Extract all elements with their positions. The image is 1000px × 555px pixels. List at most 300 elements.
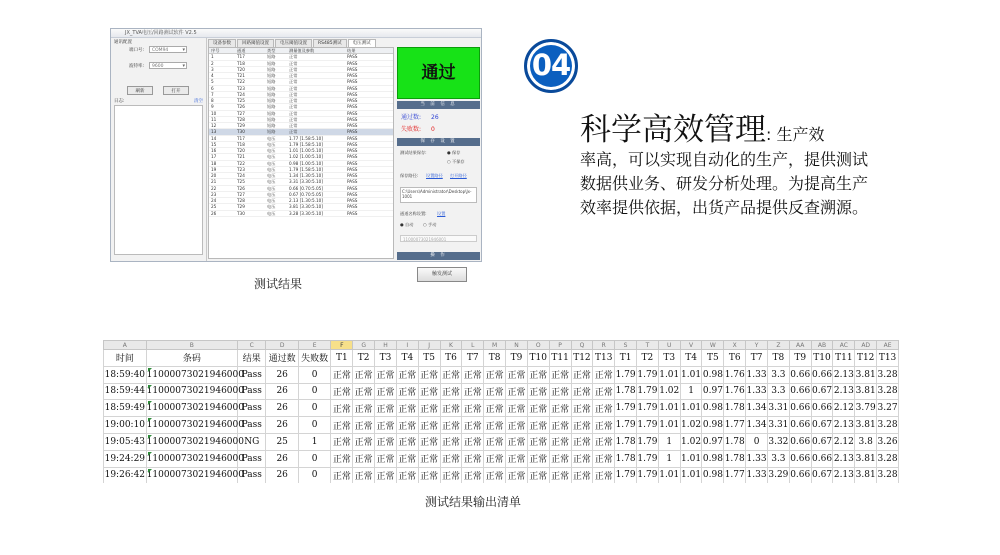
set-path-link[interactable]: 设置路径 (426, 173, 443, 178)
column-letter[interactable]: C (238, 341, 266, 350)
spreadsheet-cell[interactable]: 3.8 (855, 433, 877, 450)
spreadsheet-cell[interactable]: 3.29 (767, 467, 789, 483)
spreadsheet-cell[interactable]: 正常 (484, 433, 506, 450)
column-letter[interactable]: U (658, 341, 680, 350)
spreadsheet-cell[interactable]: 2.13 (833, 417, 855, 434)
spreadsheet-cell[interactable]: 3.81 (855, 467, 877, 483)
spreadsheet-cell[interactable]: 正常 (440, 417, 462, 434)
spreadsheet-cell[interactable]: 18:59:49 (104, 400, 147, 417)
spreadsheet-header-cell[interactable]: T11 (549, 350, 571, 367)
spreadsheet-cell[interactable]: 1 (680, 383, 702, 400)
spreadsheet-cell[interactable]: 1.34 (746, 400, 768, 417)
spreadsheet-cell[interactable]: 正常 (549, 433, 571, 450)
spreadsheet-cell[interactable]: 正常 (462, 467, 484, 483)
spreadsheet-cell[interactable]: 0.98 (702, 417, 724, 434)
spreadsheet-cell[interactable]: 正常 (418, 383, 440, 400)
spreadsheet-cell[interactable]: 11000073021946000 (146, 366, 237, 383)
spreadsheet-cell[interactable]: 3.26 (877, 433, 899, 450)
spreadsheet-cell[interactable]: 3.28 (877, 366, 899, 383)
spreadsheet-cell[interactable]: 1.02 (680, 433, 702, 450)
spreadsheet-cell[interactable]: 19:26:42 (104, 467, 147, 483)
tab-2[interactable]: 电压阈值设置 (275, 39, 312, 47)
spreadsheet-header-cell[interactable]: T10 (811, 350, 833, 367)
spreadsheet-cell[interactable]: 26 (266, 467, 298, 483)
spreadsheet-cell[interactable]: 1.01 (680, 400, 702, 417)
column-letter[interactable]: AB (811, 341, 833, 350)
spreadsheet-cell[interactable]: 0 (298, 450, 330, 467)
spreadsheet-cell[interactable]: 正常 (506, 400, 528, 417)
spreadsheet-cell[interactable]: 11000073021946000 (146, 417, 237, 434)
spreadsheet-cell[interactable]: 1.78 (615, 450, 637, 467)
spreadsheet-cell[interactable]: 正常 (506, 417, 528, 434)
spreadsheet-header-cell[interactable]: T5 (702, 350, 724, 367)
spreadsheet-cell[interactable]: 正常 (571, 433, 593, 450)
trigger-test-button[interactable]: 触发测试 (417, 267, 467, 282)
log-textarea[interactable] (114, 105, 203, 255)
spreadsheet-cell[interactable]: 正常 (353, 467, 375, 483)
column-letter[interactable]: E (298, 341, 330, 350)
spreadsheet-cell[interactable]: 0.66 (789, 467, 811, 483)
spreadsheet-cell[interactable]: 正常 (396, 433, 418, 450)
save-path-field[interactable]: C:\Users\Administrator\Desktop\Jx-1001 (400, 187, 477, 203)
spreadsheet-cell[interactable]: 3.81 (855, 383, 877, 400)
spreadsheet-cell[interactable]: Pass (238, 450, 266, 467)
spreadsheet-cell[interactable]: 正常 (593, 366, 615, 383)
spreadsheet-cell[interactable]: 1.79 (637, 433, 659, 450)
spreadsheet-header-cell[interactable]: 通过数 (266, 350, 298, 367)
spreadsheet-cell[interactable]: 正常 (571, 450, 593, 467)
spreadsheet-cell[interactable]: 正常 (506, 383, 528, 400)
spreadsheet-cell[interactable]: 1.79 (637, 467, 659, 483)
spreadsheet-cell[interactable]: 正常 (527, 467, 549, 483)
spreadsheet-cell[interactable]: 3.28 (877, 417, 899, 434)
spreadsheet-header-cell[interactable]: T6 (440, 350, 462, 367)
spreadsheet-header-cell[interactable]: T9 (506, 350, 528, 367)
spreadsheet-cell[interactable]: 18:59:44 (104, 383, 147, 400)
spreadsheet-header-cell[interactable]: T8 (484, 350, 506, 367)
spreadsheet-cell[interactable]: 1.79 (637, 383, 659, 400)
column-letter[interactable]: X (724, 341, 746, 350)
spreadsheet-cell[interactable]: 正常 (440, 450, 462, 467)
spreadsheet-cell[interactable]: 正常 (484, 366, 506, 383)
spreadsheet-cell[interactable]: 正常 (506, 467, 528, 483)
column-letter[interactable]: I (396, 341, 418, 350)
column-letter[interactable]: K (440, 341, 462, 350)
spreadsheet-cell[interactable]: 0.66 (789, 417, 811, 434)
spreadsheet-cell[interactable]: 1.01 (658, 417, 680, 434)
spreadsheet-cell[interactable]: 正常 (527, 383, 549, 400)
spreadsheet-cell[interactable]: 1.77 (724, 467, 746, 483)
spreadsheet-cell[interactable]: 1.79 (637, 417, 659, 434)
spreadsheet-cell[interactable]: 正常 (527, 433, 549, 450)
tab-1[interactable]: 回路阈值设置 (237, 39, 274, 47)
column-letter[interactable]: D (266, 341, 298, 350)
spreadsheet-cell[interactable]: 正常 (331, 467, 353, 483)
spreadsheet-cell[interactable]: 26 (266, 383, 298, 400)
spreadsheet-header-cell[interactable]: 失败数 (298, 350, 330, 367)
spreadsheet-cell[interactable]: 26 (266, 417, 298, 434)
spreadsheet-cell[interactable]: 1.79 (615, 400, 637, 417)
spreadsheet-cell[interactable]: 正常 (418, 400, 440, 417)
spreadsheet-cell[interactable]: 1.34 (746, 417, 768, 434)
spreadsheet-cell[interactable]: 正常 (440, 400, 462, 417)
spreadsheet-cell[interactable]: 正常 (440, 383, 462, 400)
tab-4[interactable]: 电压测试 (348, 39, 376, 47)
spreadsheet-header-cell[interactable]: 结果 (238, 350, 266, 367)
spreadsheet-cell[interactable]: 1.33 (746, 366, 768, 383)
baud-select[interactable]: 9600 ▾ (149, 62, 187, 69)
spreadsheet-cell[interactable]: 正常 (506, 433, 528, 450)
column-letter[interactable]: A (104, 341, 147, 350)
spreadsheet-cell[interactable]: 0.67 (811, 417, 833, 434)
spreadsheet-cell[interactable]: 正常 (353, 366, 375, 383)
save-radio[interactable]: ● 保存 (447, 150, 461, 155)
column-letter[interactable]: J (418, 341, 440, 350)
column-letter[interactable]: L (462, 341, 484, 350)
spreadsheet-cell[interactable]: 正常 (484, 450, 506, 467)
spreadsheet-cell[interactable]: 1.33 (746, 450, 768, 467)
spreadsheet-cell[interactable]: 1.79 (615, 366, 637, 383)
spreadsheet-cell[interactable]: 26 (266, 366, 298, 383)
spreadsheet-cell[interactable]: 0.67 (811, 383, 833, 400)
spreadsheet-cell[interactable]: 19:00:10 (104, 417, 147, 434)
spreadsheet-header-cell[interactable]: T3 (375, 350, 397, 367)
spreadsheet-cell[interactable]: 18:59:40 (104, 366, 147, 383)
spreadsheet-cell[interactable]: 1.01 (680, 450, 702, 467)
spreadsheet-cell[interactable]: 3.28 (877, 450, 899, 467)
spreadsheet-cell[interactable]: 正常 (353, 450, 375, 467)
column-letter[interactable]: F (331, 341, 353, 350)
spreadsheet-cell[interactable]: 正常 (418, 417, 440, 434)
spreadsheet-cell[interactable]: 正常 (484, 400, 506, 417)
spreadsheet-cell[interactable]: 正常 (593, 417, 615, 434)
spreadsheet-cell[interactable]: 正常 (506, 450, 528, 467)
spreadsheet-cell[interactable]: 1.79 (615, 417, 637, 434)
spreadsheet-cell[interactable]: 正常 (375, 417, 397, 434)
spreadsheet-cell[interactable]: Pass (238, 383, 266, 400)
column-letter[interactable]: H (375, 341, 397, 350)
spreadsheet-cell[interactable]: 26 (266, 400, 298, 417)
spreadsheet-cell[interactable]: 0 (298, 467, 330, 483)
spreadsheet-cell[interactable]: 0 (746, 433, 768, 450)
refresh-button[interactable]: 刷新 (127, 86, 153, 95)
column-letter[interactable]: AD (855, 341, 877, 350)
spreadsheet-header-cell[interactable]: T4 (396, 350, 418, 367)
spreadsheet-cell[interactable]: 11000073021946000 (146, 383, 237, 400)
column-letter[interactable]: V (680, 341, 702, 350)
spreadsheet-cell[interactable]: 正常 (375, 450, 397, 467)
barcode-input[interactable]: 11000073021946001 (400, 235, 477, 242)
spreadsheet-cell[interactable]: 正常 (440, 467, 462, 483)
spreadsheet-cell[interactable]: 正常 (593, 450, 615, 467)
spreadsheet-cell[interactable]: 0.98 (702, 366, 724, 383)
spreadsheet-cell[interactable]: 0 (298, 417, 330, 434)
spreadsheet-cell[interactable]: 1.78 (724, 450, 746, 467)
spreadsheet-cell[interactable]: 1.79 (637, 366, 659, 383)
open-path-link[interactable]: 打开路径 (450, 173, 467, 178)
column-letter[interactable]: Z (767, 341, 789, 350)
spreadsheet-cell[interactable]: 2.13 (833, 467, 855, 483)
spreadsheet-cell[interactable]: Pass (238, 400, 266, 417)
spreadsheet-cell[interactable]: 1.78 (615, 433, 637, 450)
spreadsheet-cell[interactable]: 0.98 (702, 400, 724, 417)
spreadsheet-cell[interactable]: 1.01 (680, 366, 702, 383)
spreadsheet-cell[interactable]: 1.02 (658, 383, 680, 400)
spreadsheet-cell[interactable]: 正常 (353, 433, 375, 450)
port-select[interactable]: COM94 ▾ (149, 46, 187, 53)
spreadsheet-cell[interactable]: 1.79 (615, 467, 637, 483)
spreadsheet-cell[interactable]: 正常 (462, 366, 484, 383)
manual-radio[interactable]: ○ 手动 (423, 222, 437, 227)
spreadsheet-cell[interactable]: 1.76 (724, 366, 746, 383)
spreadsheet-cell[interactable]: 正常 (571, 467, 593, 483)
spreadsheet-cell[interactable]: 19:05:43 (104, 433, 147, 450)
spreadsheet-cell[interactable]: 1 (658, 450, 680, 467)
spreadsheet-header-cell[interactable]: T5 (418, 350, 440, 367)
column-letter[interactable]: T (637, 341, 659, 350)
spreadsheet-cell[interactable]: 1.79 (637, 450, 659, 467)
spreadsheet-cell[interactable]: 正常 (549, 383, 571, 400)
spreadsheet-cell[interactable]: 1 (658, 433, 680, 450)
spreadsheet-cell[interactable]: 2.12 (833, 400, 855, 417)
spreadsheet-cell[interactable]: 正常 (593, 467, 615, 483)
spreadsheet-header-cell[interactable]: T4 (680, 350, 702, 367)
spreadsheet-cell[interactable]: 0.66 (811, 366, 833, 383)
spreadsheet-cell[interactable]: 正常 (331, 400, 353, 417)
open-port-button[interactable]: 打开 (163, 86, 189, 95)
spreadsheet-header-cell[interactable]: T8 (767, 350, 789, 367)
spreadsheet-cell[interactable]: 正常 (527, 400, 549, 417)
spreadsheet-cell[interactable]: 3.79 (855, 400, 877, 417)
spreadsheet-cell[interactable]: 11000073021946000 (146, 450, 237, 467)
spreadsheet-cell[interactable]: 11000073021946000 (146, 400, 237, 417)
spreadsheet-cell[interactable]: 0 (298, 400, 330, 417)
spreadsheet-cell[interactable]: 正常 (593, 383, 615, 400)
spreadsheet-cell[interactable]: 0.66 (789, 433, 811, 450)
spreadsheet-cell[interactable]: 1.01 (658, 467, 680, 483)
spreadsheet-cell[interactable]: 正常 (418, 450, 440, 467)
spreadsheet-cell[interactable]: 正常 (418, 366, 440, 383)
spreadsheet-cell[interactable]: 正常 (375, 433, 397, 450)
tab-3[interactable]: RS485测试 (313, 39, 347, 47)
column-letter[interactable]: P (549, 341, 571, 350)
spreadsheet-cell[interactable]: 3.81 (855, 450, 877, 467)
spreadsheet-header-cell[interactable]: T2 (353, 350, 375, 367)
spreadsheet-cell[interactable]: 1.77 (724, 417, 746, 434)
spreadsheet-cell[interactable]: Pass (238, 417, 266, 434)
spreadsheet-cell[interactable]: 0.66 (789, 400, 811, 417)
spreadsheet-cell[interactable]: 正常 (571, 366, 593, 383)
spreadsheet-cell[interactable]: 正常 (549, 366, 571, 383)
spreadsheet-cell[interactable]: 正常 (396, 383, 418, 400)
spreadsheet-header-cell[interactable]: T2 (637, 350, 659, 367)
spreadsheet-cell[interactable]: 正常 (571, 400, 593, 417)
spreadsheet-cell[interactable]: 3.81 (855, 366, 877, 383)
spreadsheet-cell[interactable]: 1 (298, 433, 330, 450)
spreadsheet-cell[interactable]: 正常 (440, 366, 462, 383)
spreadsheet-cell[interactable]: NG (238, 433, 266, 450)
nosave-radio[interactable]: ○ 不保存 (447, 159, 465, 164)
spreadsheet-cell[interactable]: 正常 (331, 383, 353, 400)
spreadsheet-cell[interactable]: 正常 (506, 366, 528, 383)
spreadsheet-cell[interactable]: 0.66 (789, 383, 811, 400)
spreadsheet-cell[interactable]: 正常 (549, 400, 571, 417)
spreadsheet-cell[interactable]: 正常 (440, 433, 462, 450)
spreadsheet-cell[interactable]: 正常 (396, 417, 418, 434)
spreadsheet-header-cell[interactable]: 时间 (104, 350, 147, 367)
spreadsheet-cell[interactable]: 0.66 (811, 400, 833, 417)
spreadsheet-cell[interactable]: 正常 (353, 383, 375, 400)
spreadsheet-cell[interactable]: 正常 (484, 417, 506, 434)
spreadsheet-header-cell[interactable]: T3 (658, 350, 680, 367)
spreadsheet-cell[interactable]: 正常 (527, 450, 549, 467)
spreadsheet-cell[interactable]: 3.3 (767, 450, 789, 467)
spreadsheet-cell[interactable]: 正常 (331, 417, 353, 434)
column-letter[interactable]: W (702, 341, 724, 350)
spreadsheet-cell[interactable]: 3.28 (877, 467, 899, 483)
spreadsheet-cell[interactable]: 正常 (549, 417, 571, 434)
spreadsheet-cell[interactable]: 0.97 (702, 383, 724, 400)
column-letter[interactable]: Q (571, 341, 593, 350)
spreadsheet-cell[interactable]: 3.3 (767, 366, 789, 383)
spreadsheet-cell[interactable]: 0.98 (702, 450, 724, 467)
column-letter[interactable]: N (506, 341, 528, 350)
spreadsheet-cell[interactable]: 1.78 (615, 383, 637, 400)
column-letter[interactable]: O (527, 341, 549, 350)
spreadsheet-cell[interactable]: 1.33 (746, 467, 768, 483)
spreadsheet-header-cell[interactable]: T6 (724, 350, 746, 367)
spreadsheet-cell[interactable]: 3.81 (855, 417, 877, 434)
column-letter[interactable]: R (593, 341, 615, 350)
spreadsheet-cell[interactable]: 正常 (571, 383, 593, 400)
spreadsheet-cell[interactable]: 正常 (549, 467, 571, 483)
spreadsheet-cell[interactable]: 0.67 (811, 467, 833, 483)
spreadsheet-header-cell[interactable]: T10 (527, 350, 549, 367)
barcode-setting-link[interactable]: 设置 (437, 211, 446, 216)
spreadsheet-cell[interactable]: 1.02 (680, 417, 702, 434)
spreadsheet-cell[interactable]: 1.79 (637, 400, 659, 417)
spreadsheet-cell[interactable]: 0 (298, 383, 330, 400)
spreadsheet-cell[interactable]: 正常 (462, 433, 484, 450)
spreadsheet-cell[interactable]: 1.01 (658, 400, 680, 417)
spreadsheet-cell[interactable]: 11000073021946000 (146, 467, 237, 483)
spreadsheet-cell[interactable]: 正常 (375, 400, 397, 417)
spreadsheet-cell[interactable]: 正常 (353, 417, 375, 434)
spreadsheet-cell[interactable]: 2.13 (833, 450, 855, 467)
spreadsheet-cell[interactable]: 1.33 (746, 383, 768, 400)
spreadsheet-cell[interactable]: 3.31 (767, 417, 789, 434)
spreadsheet-cell[interactable]: 正常 (593, 433, 615, 450)
spreadsheet-cell[interactable]: 正常 (418, 433, 440, 450)
spreadsheet-cell[interactable]: 0.66 (789, 450, 811, 467)
spreadsheet-cell[interactable]: 0.66 (789, 366, 811, 383)
spreadsheet-cell[interactable]: 26 (266, 450, 298, 467)
spreadsheet-cell[interactable]: 正常 (375, 383, 397, 400)
spreadsheet-cell[interactable]: 0 (298, 366, 330, 383)
spreadsheet-cell[interactable]: 正常 (527, 366, 549, 383)
spreadsheet-cell[interactable]: 1.78 (724, 400, 746, 417)
spreadsheet-cell[interactable]: 正常 (462, 417, 484, 434)
spreadsheet-cell[interactable]: 3.32 (767, 433, 789, 450)
spreadsheet-cell[interactable]: 正常 (375, 366, 397, 383)
clear-log-link[interactable]: 清空 (194, 99, 203, 104)
table-row[interactable] (209, 211, 393, 217)
spreadsheet-header-cell[interactable]: T1 (331, 350, 353, 367)
spreadsheet-cell[interactable]: 11000073021946000 (146, 433, 237, 450)
spreadsheet-cell[interactable]: 2.12 (833, 433, 855, 450)
spreadsheet-cell[interactable]: 19:24:29 (104, 450, 147, 467)
spreadsheet-header-cell[interactable]: 条码 (146, 350, 237, 367)
spreadsheet-cell[interactable]: 正常 (527, 417, 549, 434)
spreadsheet-cell[interactable]: 3.28 (877, 383, 899, 400)
spreadsheet-cell[interactable]: 25 (266, 433, 298, 450)
spreadsheet-header-cell[interactable]: T1 (615, 350, 637, 367)
column-letter[interactable]: S (615, 341, 637, 350)
spreadsheet-cell[interactable]: 0.97 (702, 433, 724, 450)
spreadsheet-cell[interactable]: 正常 (462, 450, 484, 467)
spreadsheet-header-cell[interactable]: T9 (789, 350, 811, 367)
spreadsheet-cell[interactable]: 2.13 (833, 383, 855, 400)
column-letter[interactable]: AC (833, 341, 855, 350)
spreadsheet-cell[interactable]: 正常 (462, 400, 484, 417)
spreadsheet-cell[interactable]: 正常 (484, 383, 506, 400)
spreadsheet-header-cell[interactable]: T7 (746, 350, 768, 367)
spreadsheet-cell[interactable]: 1.78 (724, 433, 746, 450)
spreadsheet-cell[interactable]: 正常 (462, 383, 484, 400)
spreadsheet-cell[interactable]: 正常 (375, 467, 397, 483)
spreadsheet-cell[interactable]: Pass (238, 366, 266, 383)
spreadsheet-header-cell[interactable]: T11 (833, 350, 855, 367)
spreadsheet-header-cell[interactable]: T12 (571, 350, 593, 367)
spreadsheet-cell[interactable]: 正常 (549, 450, 571, 467)
spreadsheet-cell[interactable]: 正常 (331, 366, 353, 383)
spreadsheet-cell[interactable]: 0.98 (702, 467, 724, 483)
tab-0[interactable]: 设备参数 (208, 39, 236, 47)
column-letter[interactable]: G (353, 341, 375, 350)
spreadsheet-header-cell[interactable]: T13 (877, 350, 899, 367)
spreadsheet-cell[interactable]: 正常 (571, 417, 593, 434)
spreadsheet-cell[interactable]: 正常 (484, 467, 506, 483)
spreadsheet-cell[interactable]: 正常 (396, 467, 418, 483)
spreadsheet-cell[interactable]: 正常 (331, 433, 353, 450)
column-letter[interactable]: AE (877, 341, 899, 350)
column-letter[interactable]: M (484, 341, 506, 350)
spreadsheet-cell[interactable]: 1.76 (724, 383, 746, 400)
spreadsheet-cell[interactable]: 3.31 (767, 400, 789, 417)
column-letter[interactable]: AA (789, 341, 811, 350)
spreadsheet-cell[interactable]: Pass (238, 467, 266, 483)
spreadsheet-cell[interactable]: 3.27 (877, 400, 899, 417)
column-letter[interactable]: Y (746, 341, 768, 350)
spreadsheet-header-cell[interactable]: T13 (593, 350, 615, 367)
spreadsheet-header-cell[interactable]: T12 (855, 350, 877, 367)
spreadsheet-cell[interactable]: 3.3 (767, 383, 789, 400)
spreadsheet-cell[interactable]: 正常 (331, 450, 353, 467)
spreadsheet-cell[interactable]: 0.66 (811, 450, 833, 467)
column-letter[interactable]: B (146, 341, 237, 350)
spreadsheet-header-cell[interactable]: T7 (462, 350, 484, 367)
spreadsheet-cell[interactable]: 1.01 (680, 467, 702, 483)
auto-radio[interactable]: ● 自动 (400, 222, 414, 227)
spreadsheet-cell[interactable]: 正常 (396, 450, 418, 467)
spreadsheet-cell[interactable]: 2.13 (833, 366, 855, 383)
spreadsheet-cell[interactable]: 1.01 (658, 366, 680, 383)
spreadsheet-cell[interactable]: 正常 (593, 400, 615, 417)
spreadsheet-cell[interactable]: 正常 (396, 400, 418, 417)
spreadsheet-cell[interactable]: 0.67 (811, 433, 833, 450)
spreadsheet-cell[interactable]: 正常 (353, 400, 375, 417)
spreadsheet-cell[interactable]: 正常 (418, 467, 440, 483)
